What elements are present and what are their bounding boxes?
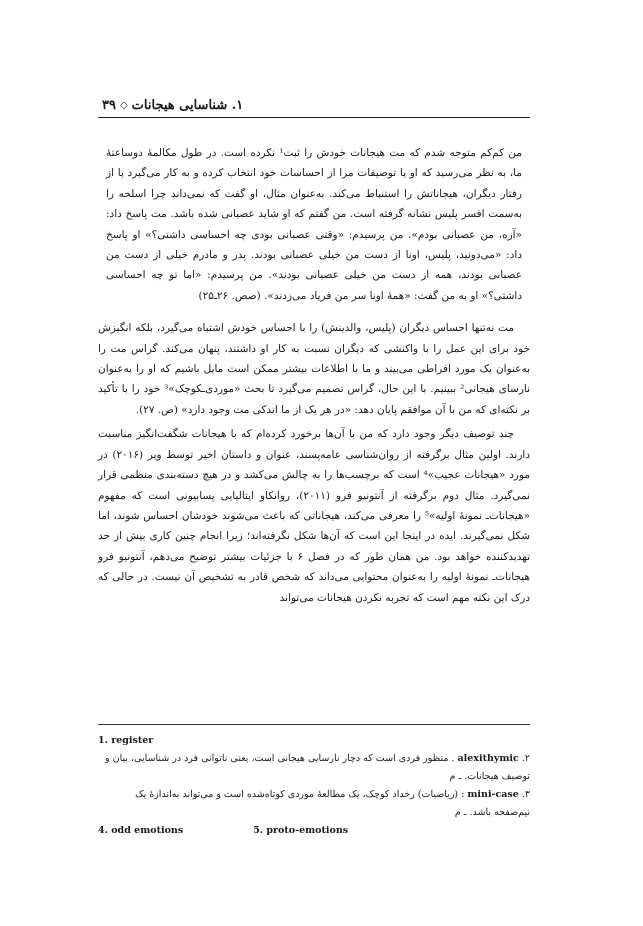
- footnote-3: [98, 786, 530, 822]
- footnote-rule: [98, 724, 530, 725]
- footnote-3-text: : (ریاضیات) رخداد کوچک، یک مطالعهٔ موردی کوتاه‌شده است و می‌تواند به‌اندازهٔ یک نیم‌صفحه باشد. ـ م: [135, 789, 530, 818]
- diamond-separator-icon: ◇: [119, 100, 128, 111]
- paragraph: چند توصیف دیگر وجود دارد که من با آن‌ها برخورد کرده‌ام که با هیجانات شگفت‌انگیز مناسبت دارند. اولین مثال برگرفته از روان‌شناسی عامه‌پسند، عنوان و داستان اخیر توسط وبر (۲۰۱۶) در مورد «هیجانات عجیب»⁴ است که برچسب‌ها را به چالش می‌کشد و در هیچ دسته‌بندی منظمی قرار نمی‌گیرد. مثال دوم برگرفته از آنتونیو فرو (۲۰۱۱)، روانکاو ایتالیایی پسابیونی است که مفهوم «هیجانات‌ـ نمونهٔ اولیه»⁵ را معرفی می‌کند، هیجاناتی که باعث می‌شوند خودشان احساس شوند، اما شکل نمی‌گیرند. ایده در اینجا این است که آن‌ها شکل نگرفته‌اند؛ زیرا انجام چنین کاری بیش از حد تهدیدکننده خواهد بود. من همان طور که در فصل ۶ با جزئیات بیشتر توضیح می‌دهم، آنتونیو فرو هیجانات‌ـ نمونهٔ اولیه را به‌عنوان محتوایی می‌داند که شخص قادر به تشخیص آن نیست. در حالی که درک این نکته مهم است که تجربه نکردن هیجانات می‌تواند: [98, 428, 530, 604]
- block-quote: من کم‌کم متوجه شدم که مت هیجانات خودش را ثبت¹ نکرده است. در طول مکالمهٔ دوساعتهٔ ما، به نظر می‌رسید که او یا توصیفات مرا از احساسات خود انتخاب کرده و به کار می‌گیرد یا از رفتار دیگران، هیجاناتش را استنباط می‌کند. به‌عنوان مثال، او گفت که نمی‌داند چرا اسلحه را به‌سمت افسر پلیس نشانه گرفته است. من گفتم که او شاید عصبانی شده باشد. مت پاسخ داد: «آره، من عصبانی بودم». من پرسیدم: «وقتی عصبانی بودی چه احساسی داشتی؟» او پاسخ داد: «می‌دونید، پلیس، اونا از دست من خیلی عصبانی بودند. پدر و مادرم خیلی از دست من عصبانی بودند، همه از دست من خیلی عصبانی بودند». من پرسیدم: «اما تو چه احساسی داشتی؟» او به من گفت: «همهٔ اونا سر من فریاد می‌زدند». (صص. ۲۶ـ۲۵): [106, 147, 522, 302]
- footnote-2-number: ۲.: [521, 753, 530, 764]
- footnote-1: 1. register: [98, 735, 154, 746]
- footnote-4: 4. odd emotions: [98, 825, 184, 836]
- footnote-3-number: ۳.: [521, 789, 530, 800]
- running-header: [98, 98, 530, 113]
- footnote-3-term: mini-case: [467, 789, 519, 800]
- footnote-2: [98, 750, 530, 786]
- footnote-row: [98, 822, 530, 840]
- header-rule: [98, 117, 530, 118]
- chapter-title: ۱. شناسایی هیجانات: [131, 98, 244, 113]
- footnotes: [98, 732, 530, 840]
- footnote-2-text: . منظور فردی است که دچار نارسایی هیجانی است، یعنی ناتوانی فرد در شناسایی، بیان و توصیف هیجانات. ـ م: [105, 753, 530, 782]
- body-text: [98, 143, 530, 608]
- footnote-2-term: alexithymic: [457, 753, 519, 764]
- footnote-5: 5. proto-emotions: [253, 825, 349, 836]
- page-number: ۳۹: [102, 98, 116, 113]
- paragraph: مت نه‌تنها احساس دیگران (پلیس، والدینش) را با احساس خودش اشتباه می‌گیرد، بلکه انگیزش خود برای این عمل را با واکنشی که دیگران نسبت به کار او داشتند، پنهان می‌کند. گراس مت را به‌عنوان یک مورد افراطی می‌بیند و ما با اطلاعات بیشتر ممکن است مایل باشیم که او را به‌عنوان نارسای هیجانی² ببینیم. با این حال، گراس تصمیم می‌گیرد تا بحث «موردی‌ـکوچک»³ خود را با تأکید بر نکته‌ای که من با آن موافقم پایان دهد: «در هر یک از ما اندکی مت وجود دارد» (ص. ۲۷).: [98, 322, 531, 416]
